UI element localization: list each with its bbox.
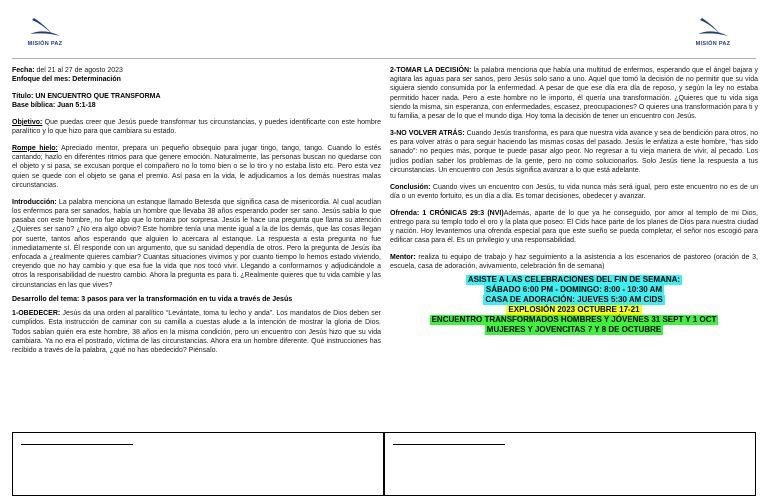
banner-explosion: EXPLOSIÓN 2023 OCTUBRE 17-21 — [508, 305, 640, 315]
mision-paz-logo-right — [692, 14, 734, 50]
introduccion-paragraph: Introducción: La palabra menciona un estanque llamado Betesda que significa casa de misericordia. Al cual acudían los enfermos para ser sanados, había un hombre que llevaba 38 años esperando poder ser sano. Jesús sabía lo que pasaba con este hombre, no fue algo que lo tomara por sorpresa. Jesús le hace una pregunta que llama su atención ¿Quieres ser sano? ¿No era algo obvio? Este hombre tenía una mente igual a la de los demás, que las cosas llegan por suerte, tantos años esperando que alguien lo acercara al estanque. La respuesta a esta pregunta no fue inmediatamente sí. Él responde con un argumento, que su sanidad dependía de otros. Pero la pregunta de Jesús iba enfocada a ¿realmente quieres cambiar? Cuantas situaciones vivimos y por cuanto tiempo lo hemos estado viviendo, creyendo que no hay cambio y que esa fue la vida que nos tocó vivir. Llegando a conformarnos y adjudicándole a otros la responsabilidad de nuestro cambio. Ahora la pregunta es para ti. ¿Realmente quieres que tu vida cambie y las circunstancias en las que vives? — [12, 198, 381, 289]
fecha-line: Fecha: del 21 al 27 de agosto 2023 — [12, 67, 123, 74]
paso2-paragraph: 2-TOMAR LA DECISIÓN: la palabra menciona que había una multitud de enfermos, esperando que el ángel bajara y agitara las aguas para ser sanos, pero Jesús solo sano a uno. Aquel que tomó la decisión de no permitir que su vida siguiera siendo consumida por la enfermedad. A pesar de que ese día era día de reposo, y según la ley no estaba permitido hacer nada. Pero a este hombre no le importo, él quería una transformación. ¿Quieres que tu vida siga siendo la misma, sin esperanza, con enfermedades, escasez, preocupaciones? O quieres una transformación para ti y tu familia, a pesar de lo que el mundo diga. Hoy toma la decisión de tener un encuentro con Jesús. — [390, 67, 759, 121]
banner-celebraciones: ASISTE A LAS CELEBRACIONES DEL FIN DE SEMANA: — [467, 275, 681, 285]
objetivo-paragraph: Objetivo: Que puedas creer que Jesús puede transformar tus circunstancias, y puedes identificarte con este hombre paralítico y lo que hizo para que cambiara su estado. — [12, 118, 381, 136]
enfoque-line: Enfoque del mes: Determinación — [12, 76, 121, 84]
desarrollo-heading: Desarrollo del tema: 3 pasos para ver la transformación en tu vida a través de Jesús — [12, 295, 293, 303]
rompe-hielo-paragraph: Rompe hielo: Apreciado mentor, prepara un pequeño obsequio para jugar tingo, tango, tango. Cuando lo estés cantando; hazlo en diferentes ritmos para que genere emoción. Naturalmente, las personas buscan no quedarse con el objeto y si pasa, se excusan porque el compañero no lo tomo bien o se lo tiro y no estaba listo etc. Pero esta vez quien se quede con el objeto se gana el premio. Así pasa en la vida, le adjudicamos a los demás nuestras malas circunstancias. — [12, 144, 381, 189]
base-biblica-line: Base bíblica: Juan 5:1-18 — [12, 102, 96, 110]
ofrenda-paragraph: Ofrenda: 1 CRÓNICAS 29:3 (NVI)Además, aparte de lo que ya he conseguido, por amor al templo de mi Dios, entrego para su templo todo el oro y la plata que poseo: El Cids hace parte de los planes de Dios para nuestra ciudad y nación. Hoy levantemos una ofrenda especial para que este sueño se pueda completar, el señor nos escogió para edificar casa para él. Es un privilegio y una responsabilidad. — [390, 209, 758, 245]
mentor-paragraph: Mentor: realiza tu equipo de trabajo y haz seguimiento a la asistencia a los escenarios de pastoreo (oración de 3, escuela, casa de adoración, avivamiento, celebración fin de semana) — [390, 253, 758, 271]
banner-encuentro-mujeres: MUJERES Y JOVENCITAS 7 Y 8 DE OCTUBRE — [486, 325, 662, 335]
notes-boxes — [12, 432, 756, 496]
logo-text: MISIÓN PAZ — [27, 41, 63, 47]
paso1-paragraph: 1-OBEDECER: Jesús da una orden al paralítico “Levántate, toma tu lecho y anda”. Los mandatos de Dios deben ser cumplidos. Esta instrucción de caminar con su camilla a cuestas alude a la intención de mostrar la gloria de Dios. Todos sabían quién era este hombre, 38 años en la misma condición, pero un encuentro con Jesús hizo que su vida cambiara. Ya no era el postrado, víctima de las circunstancias. Ahora era un hombre diferente. Qué instrucciones has recibido a través de la palabra, ¿qué no has obedecido? Piénsalo. — [12, 310, 381, 355]
banner-casa-adoracion: CASA DE ADORACIÓN: JUEVES 5:30 AM CIDS — [485, 295, 663, 305]
titulo-line: Título: UN ENCUENTRO QUE TRANSFORMA — [12, 92, 161, 100]
paso3-paragraph: 3-NO VOLVER ATRÁS: Cuando Jesús transforma, es para que nuestra vida avance y sea de bendición para otros, no es para volver atrás o para seguir haciendo las mismas cosas del pasado. Jesús le enfatiza a este hombre, “has sido sanado”: no peques más, porque te puede pasar algo peor. No regresar a tu vieja manera de vivir, al pecado. Los judíos podían saber los problemas de la gente, pero no como solucionarlos. Solo Jesús tiene la respuesta a tus circunstancias. Un encuentro con Jesús significa avanzar a lo que está adelante. — [390, 129, 758, 174]
events-banner — [390, 275, 758, 335]
logo-text: MISIÓN PAZ — [695, 41, 731, 47]
right-column — [390, 66, 758, 335]
dove-icon — [28, 14, 62, 40]
banner-horarios: SÁBADO 6:00 PM - DOMINGO: 8:00 - 10:30 AM — [485, 285, 663, 295]
notes-box-right — [383, 433, 755, 495]
conclusion-paragraph: Conclusión: Cuando vives un encuentro con Jesús, tu vida nunca más será igual, pero este encuentro no es de un día o un evento fortuito, es un día a día. Es tomar decisiones, obedecer y avanzar. — [390, 183, 758, 200]
notes-box-left — [13, 433, 383, 495]
mision-paz-logo-left — [24, 14, 66, 50]
left-column — [12, 66, 381, 355]
banner-encuentro-hombres: ENCUENTRO TRANSFORMADOS HOMBRES Y JÓVENES 31 SEPT Y 1 OCT — [431, 315, 717, 325]
notes-line — [21, 444, 133, 445]
dove-icon — [696, 14, 730, 40]
header-divider — [12, 58, 756, 59]
notes-line — [393, 444, 505, 445]
